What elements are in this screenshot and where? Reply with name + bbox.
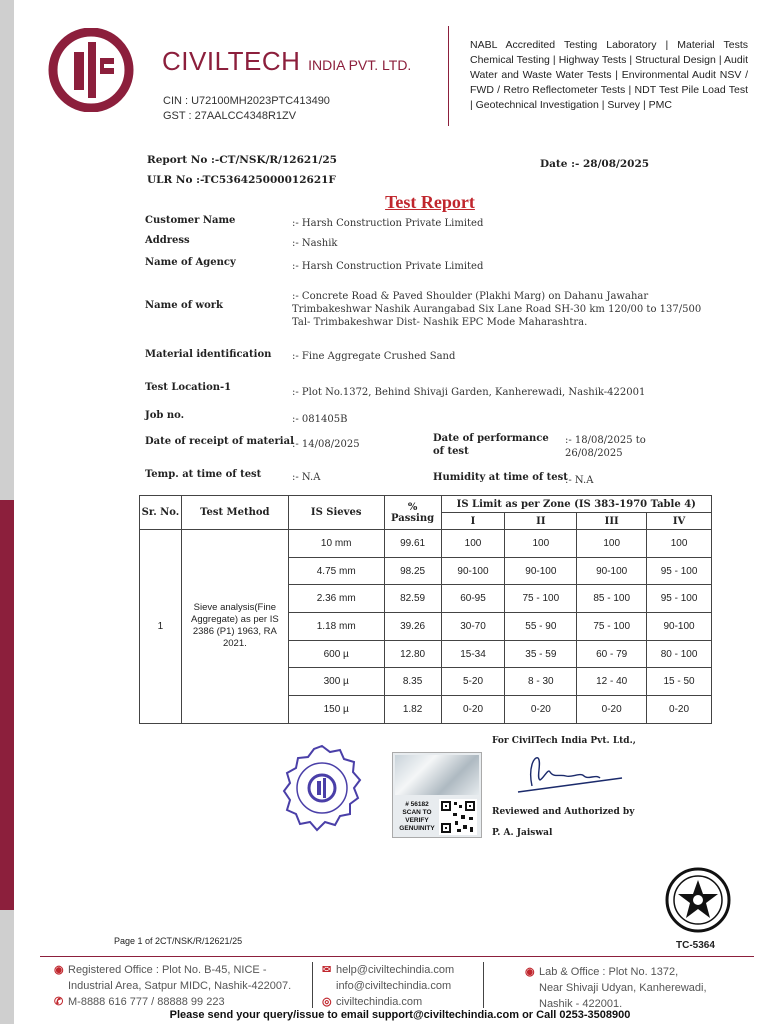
support-contact-line: Please send your query/issue to email support@civiltechindia.com or Call 0253-3508900 — [169, 1009, 631, 1021]
zone-ii-cell: 90-100 — [505, 557, 577, 585]
qr-caption: # 56182 SCAN TO VERIFY GENUINITY — [399, 801, 435, 832]
zone-i-cell: 90-100 — [441, 557, 505, 585]
work-value: :- Concrete Road & Paved Shoulder (Plakhi Marg) on Dahanu Jawahar Trimbakeshwar Nashik Aurangabad Six Lane Road SH-30 km 120/00 to 137/500 Tal- Trimbakeshwar Dist- Nashik EPC Mode Maharashtra. — [292, 291, 702, 328]
company-name: CIVILTECH INDIA PVT. LTD. — [162, 46, 412, 76]
report-number: Report No :-CT/NSK/R/12621/25 — [147, 154, 337, 166]
passing-cell: 12.80 — [384, 640, 441, 668]
zone-ii-cell: 0-20 — [505, 696, 577, 724]
sieve-cell: 10 mm — [288, 530, 384, 558]
zone-iii-cell: 90-100 — [577, 557, 647, 585]
help-email-link[interactable]: help@civiltechindia.com — [336, 964, 455, 976]
company-logo — [48, 28, 134, 112]
zone-iv-cell: 90-100 — [647, 613, 712, 641]
qr-code-icon — [439, 799, 477, 835]
zone-iv-header: IV — [647, 513, 712, 530]
zone-iii-cell: 85 - 100 — [577, 585, 647, 613]
sieve-analysis-table — [139, 495, 712, 724]
footer-divider — [40, 956, 754, 957]
performance-date-value: :- 18/08/2025 to 26/08/2025 — [565, 435, 646, 459]
performance-date-label: Date of performance of test — [433, 433, 549, 457]
temperature-value: :- N.A — [292, 472, 321, 483]
email-icon: ✉ — [322, 964, 332, 976]
job-value: :- 081405B — [292, 414, 348, 425]
temperature-label: Temp. at time of test — [145, 469, 262, 480]
zone-i-cell: 0-20 — [441, 696, 505, 724]
nabl-certificate-number: TC-5364 — [676, 940, 715, 951]
address-value: :- Nashik — [292, 238, 338, 249]
sr-no-header: Sr. No. — [140, 496, 182, 530]
sieve-cell: 300 µ — [288, 668, 384, 696]
is-sieves-header: IS Sieves — [288, 496, 384, 530]
report-date: Date :- 28/08/2025 — [540, 158, 650, 170]
left-margin-accent — [0, 500, 14, 910]
receipt-date-label: Date of receipt of material — [145, 436, 294, 447]
zone-limit-header: IS Limit as per Zone (IS 383-1970 Table 4) — [441, 496, 711, 513]
humidity-label: Humidity at time of test — [433, 472, 568, 483]
sieve-cell: 2.36 mm — [288, 585, 384, 613]
nabl-accreditation-icon — [664, 866, 732, 934]
location-label: Test Location-1 — [145, 382, 232, 393]
receipt-date-value: :- 14/08/2025 — [292, 439, 360, 450]
work-label: Name of work — [145, 300, 223, 311]
zone-i-cell: 5-20 — [441, 668, 505, 696]
agency-label: Name of Agency — [145, 257, 236, 268]
location-value: :- Plot No.1372, Behind Shivaji Garden, Kanherewadi, Nashik-422001 — [292, 387, 646, 398]
passing-cell: 99.61 — [384, 530, 441, 558]
material-label: Material identification — [145, 349, 272, 360]
zone-iii-cell: 0-20 — [577, 696, 647, 724]
material-value: :- Fine Aggregate Crushed Sand — [292, 351, 456, 362]
signature-image — [510, 748, 630, 798]
phone-icon: ✆ — [54, 996, 64, 1008]
zone-iii-cell: 12 - 40 — [577, 668, 647, 696]
zone-iv-cell: 95 - 100 — [647, 585, 712, 613]
zone-ii-cell: 55 - 90 — [505, 613, 577, 641]
zone-i-cell: 15-34 — [441, 640, 505, 668]
website-link[interactable]: civiltechindia.com — [336, 996, 423, 1008]
location-pin-icon: ◉ — [525, 966, 535, 978]
zone-i-cell: 100 — [441, 530, 505, 558]
passing-cell: 8.35 — [384, 668, 441, 696]
zone-iii-cell: 75 - 100 — [577, 613, 647, 641]
for-company-line: For CivilTech India Pvt. Ltd., — [492, 736, 636, 746]
info-email-link[interactable]: info@civiltechindia.com — [336, 980, 452, 992]
contact-block — [322, 962, 482, 1010]
phone-numbers[interactable]: M-8888 616 777 / 88888 99 223 — [68, 996, 225, 1008]
zone-ii-header: II — [505, 513, 577, 530]
sieve-cell: 1.18 mm — [288, 613, 384, 641]
registered-office: ◉ Registered Office : Plot No. B-45, NICE - Industrial Area, Satpur MIDC, Nashik-422007. ✆ M-8888 616 777 / 88888 99 223 — [54, 964, 292, 1008]
reviewed-by-label: Reviewed and Authorized by — [492, 807, 635, 817]
sieve-cell: 4.75 mm — [288, 557, 384, 585]
location-pin-icon: ◉ — [54, 964, 64, 976]
agency-value: :- Harsh Construction Private Limited — [292, 261, 484, 272]
zone-iv-cell: 15 - 50 — [647, 668, 712, 696]
cin-number: CIN : U72100MH2023PTC413490 — [163, 95, 330, 107]
zone-iv-cell: 0-20 — [647, 696, 712, 724]
customer-name-value: :- Harsh Construction Private Limited — [292, 218, 484, 229]
signer-name: P. A. Jaiswal — [492, 828, 553, 838]
zone-i-cell: 60-95 — [441, 585, 505, 613]
zone-iii-cell: 100 — [577, 530, 647, 558]
company-seal — [282, 744, 362, 836]
zone-ii-cell: 75 - 100 — [505, 585, 577, 613]
globe-icon: ◎ — [322, 996, 332, 1008]
hologram — [395, 755, 479, 795]
test-method-header: Test Method — [181, 496, 288, 530]
zone-iii-header: III — [577, 513, 647, 530]
verification-qr-sticker[interactable] — [392, 752, 482, 838]
ulr-number: ULR No :-TC536425000012621F — [147, 174, 336, 186]
percent-passing-header: % Passing — [384, 496, 441, 530]
sieve-cell: 600 µ — [288, 640, 384, 668]
zone-iv-cell: 95 - 100 — [647, 557, 712, 585]
passing-cell: 39.26 — [384, 613, 441, 641]
test-method-cell: Sieve analysis(Fine Aggregate) as per IS 2386 (P1) 1963, RA 2021. — [181, 530, 288, 724]
header-divider — [448, 26, 449, 126]
zone-ii-cell: 100 — [505, 530, 577, 558]
page-number: Page 1 of 2CT/NSK/R/12621/25 — [114, 936, 243, 946]
passing-cell: 82.59 — [384, 585, 441, 613]
zone-i-header: I — [441, 513, 505, 530]
zone-ii-cell: 8 - 30 — [505, 668, 577, 696]
zone-iv-cell: 100 — [647, 530, 712, 558]
lab-office: ◉ Lab & Office : Plot No. 1372, Near Shivaji Udyan, Kanherewadi, Nashik - 422001. — [525, 966, 707, 1010]
report-title: Test Report — [385, 192, 475, 212]
passing-cell: 98.25 — [384, 557, 441, 585]
zone-iii-cell: 60 - 79 — [577, 640, 647, 668]
accreditation-list: NABL Accredited Testing Laboratory | Material Tests Chemical Testing | Highway Tests | Structural Design | Audit Water and Waste Water Tests | Environmental Audit NSV / FWD / Retro Reflectometer Tests | NDT Test Pile Load Test | Geotechnical Investigation | Survey | PMC — [470, 39, 748, 111]
zone-iv-cell: 80 - 100 — [647, 640, 712, 668]
footer-separator — [312, 962, 313, 1008]
footer-separator — [483, 962, 484, 1008]
address-label: Address — [145, 235, 190, 246]
job-label: Job no. — [145, 410, 185, 421]
company-registration — [163, 94, 330, 124]
sieve-cell: 150 µ — [288, 696, 384, 724]
humidity-value: :- N.A — [565, 475, 594, 486]
passing-cell: 1.82 — [384, 696, 441, 724]
table-row — [140, 530, 712, 558]
zone-i-cell: 30-70 — [441, 613, 505, 641]
gst-number: GST : 27AALCC4348R1ZV — [163, 110, 297, 122]
customer-name-label: Customer Name — [145, 215, 236, 226]
zone-ii-cell: 35 - 59 — [505, 640, 577, 668]
sr-no-cell: 1 — [140, 530, 182, 724]
